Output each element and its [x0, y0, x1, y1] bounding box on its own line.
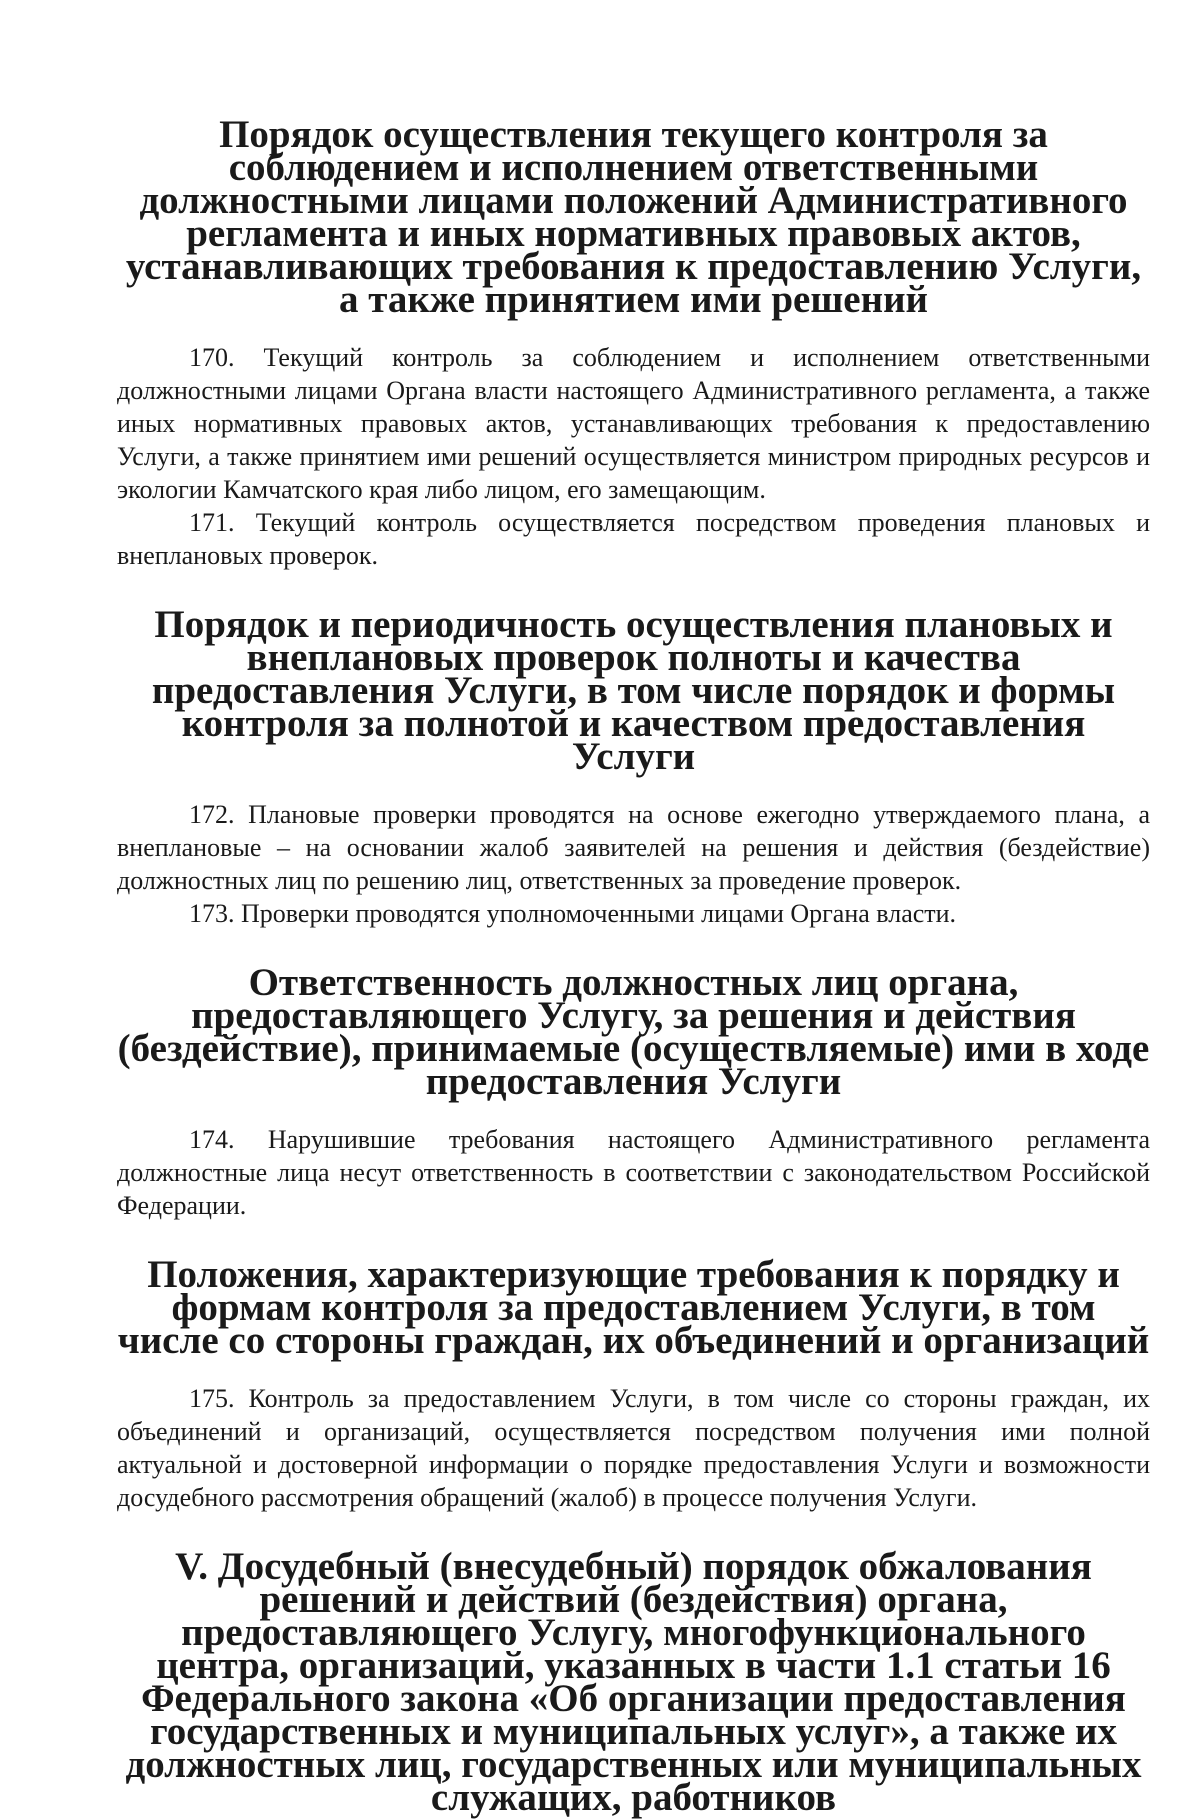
paragraph-172: 172. Плановые проверки проводятся на основе ежегодно утверждаемого плана, а внеплановые – на основании жалоб заявителей на решения и действия (бездействие) должностных лиц по решению лиц, ответственных за проведение проверок. — [117, 800, 1150, 895]
section-heading-public-control: Положения, характеризующие требования к порядку и формам контроля за предоставлением Услуги, в том числе со стороны граждан, их объединений и организаций — [117, 1253, 1150, 1362]
chapter-heading-appeal-procedure: V. Досудебный (внесудебный) порядок обжалования решений и действий (бездействия) органа, предоставляющего Услугу, многофункционального центра, организаций, указанных в части 1.1 статьи 16 Федерального закона «Об организации предоставления государственных и муниципальных услуг», а также их должностных лиц, государственных или муниципальных служащих, работников — [125, 1545, 1142, 1819]
paragraph-175: 175. Контроль за предоставлением Услуги, в том числе со стороны граждан, их объединений и организаций, осуществляется посредством получения ими полной актуальной и достоверной информации о порядке предоставления Услуги и возможности досудебного рассмотрения обращений (жалоб) в процессе получения Услуги. — [117, 1384, 1150, 1512]
paragraph-173: 173. Проверки проводятся уполномоченными лицами Органа власти. — [189, 899, 957, 928]
section-heading-responsibility: Ответственность должностных лиц органа, предоставляющего Услугу, за решения и действия (бездействие), принимаемые (осуществляемые) ими в ходе предоставления Услуги — [117, 961, 1150, 1103]
paragraph-174: 174. Нарушившие требования настоящего Административного регламента должностные лица несут ответственность в соответствии с законодательством Российской Федерации. — [117, 1125, 1150, 1220]
paragraph-171: 171. Текущий контроль осуществляется посредством проведения плановых и внеплановых проверок. — [117, 508, 1150, 570]
section-heading-current-control: Порядок осуществления текущего контроля за соблюдением и исполнением ответственными должностными лицами положений Административного регламента и иных нормативных правовых актов, устанавливающих требования к предоставлению Услуги, а также принятием ими решений — [125, 113, 1142, 321]
section-heading-inspections: Порядок и периодичность осуществления плановых и внеплановых проверок полноты и качества предоставления Услуги, в том числе порядок и формы контроля за полнотой и качеством предоставления Услуги — [151, 603, 1116, 778]
paragraph-170: 170. Текущий контроль за соблюдением и исполнением ответственными должностными лицами Органа власти настоящего Административного регламента, а также иных нормативных правовых актов, устанавливающих требования к предоставлению Услуги, а также принятием ими решений осуществляется министром природных ресурсов и экологии Камчатского края либо лицом, его замещающим. — [117, 343, 1150, 504]
